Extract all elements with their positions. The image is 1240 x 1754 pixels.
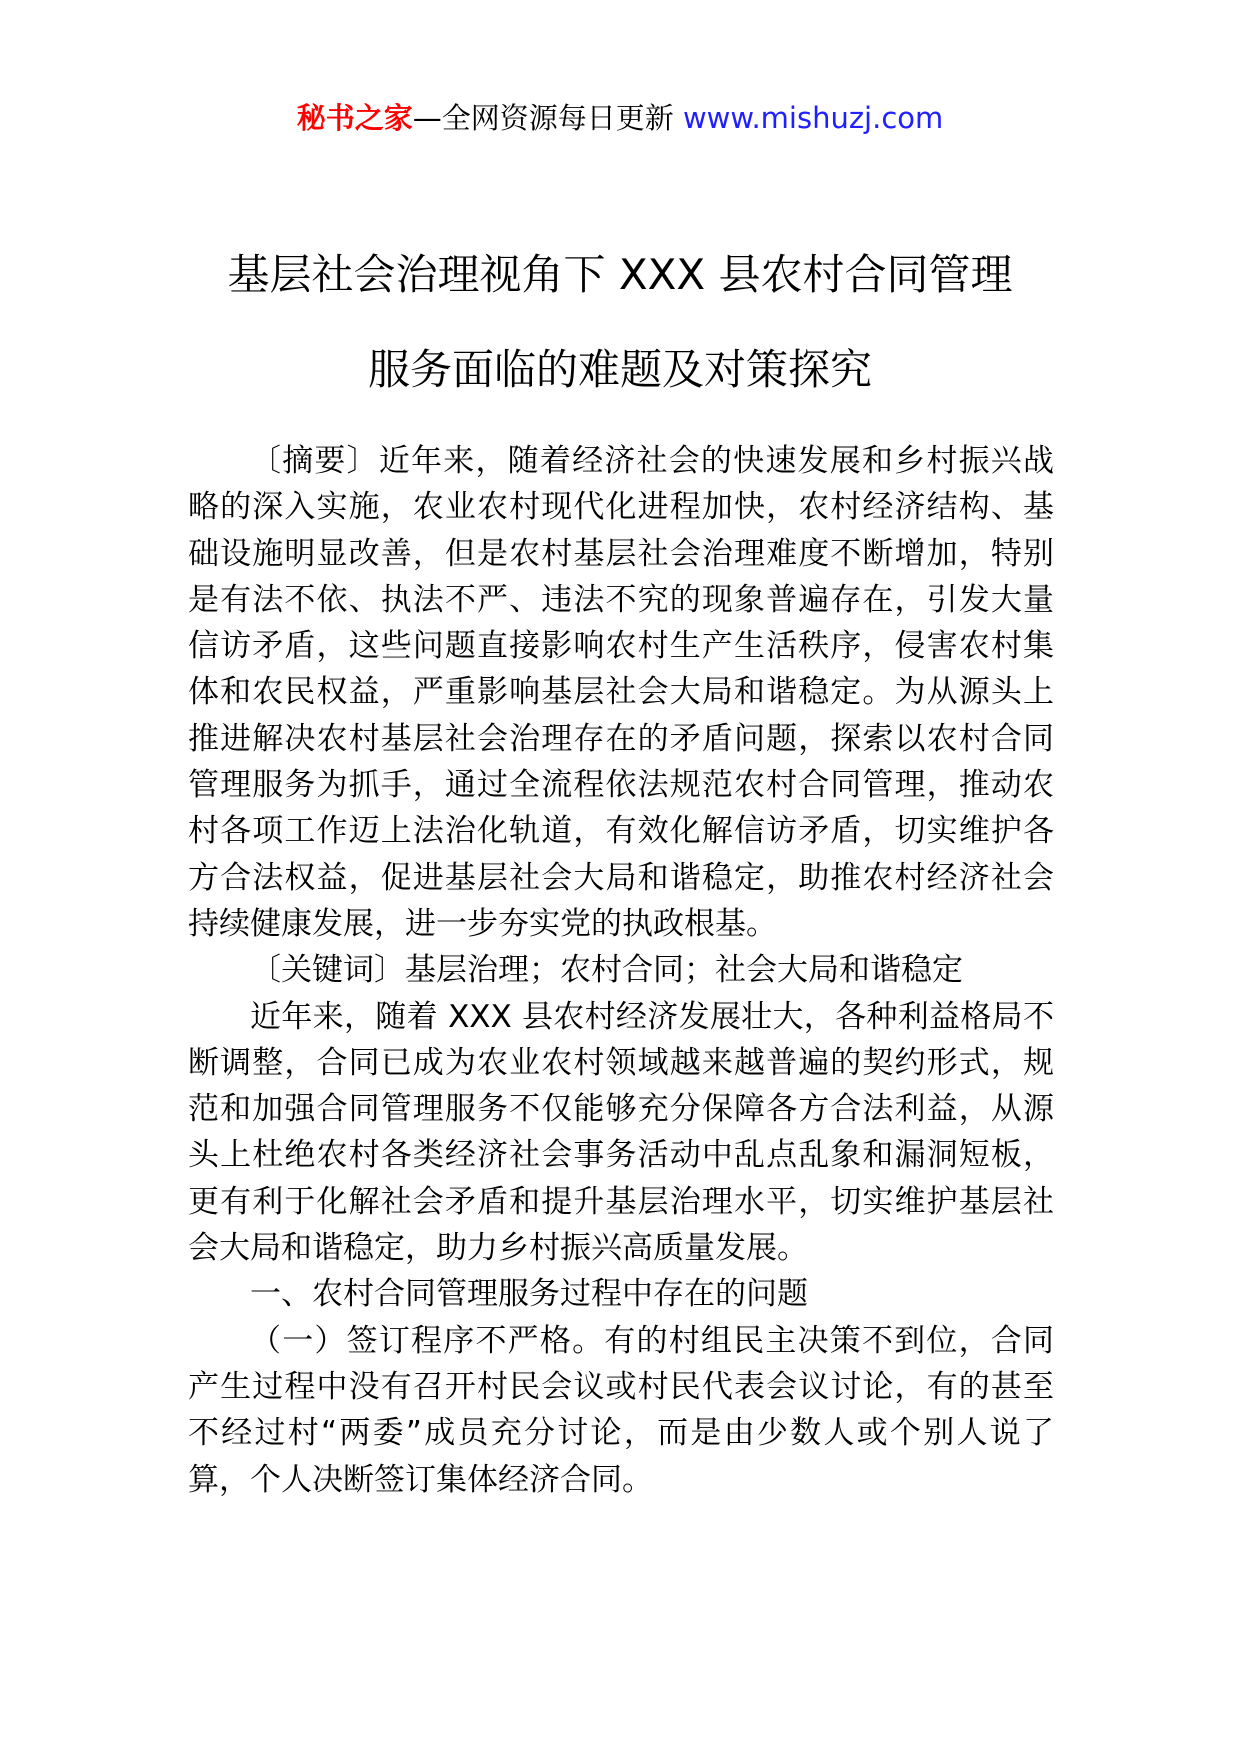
abstract-paragraph: 〔摘要〕近年来，随着经济社会的快速发展和乡村振兴战略的深入实施，农业农村现代化进程加快，农村经济结构、基础设施明显改善，但是农村基层社会治理难度不断增加，特别是有法不依、执法不严、违法不究的现象普遍存在，引发大量信访矛盾，这些问题直接影响农村生产生活秩序，侵害农村集体和农民权益，严重影响基层社会大局和谐稳定。为从源头上推进解决农村基层社会治理存在的矛盾问题，探索以农村合同管理服务为抓手，通过全流程依法规范农村合同管理，推动农村各项工作迈上法治化轨道，有效化解信访矛盾，切实维护各方合法权益，促进基层社会大局和谐稳定，助推农村经济社会持续健康发展，进一步夯实党的执政根基。 bbox=[188, 443, 1054, 942]
section-heading: 一、农村合同管理服务过程中存在的问题 bbox=[250, 1276, 808, 1313]
document-body bbox=[188, 438, 1054, 1503]
document-title bbox=[150, 227, 1090, 417]
site-tagline: —全网资源每日更新 bbox=[412, 101, 674, 135]
title-line-2: 服务面临的难题及对策探究 bbox=[367, 345, 872, 394]
site-header bbox=[0, 98, 1240, 138]
keywords-paragraph: 〔关键词〕基层治理；农村合同；社会大局和谐稳定 bbox=[250, 952, 963, 989]
site-brand: 秘书之家 bbox=[296, 101, 413, 135]
intro-paragraph: 近年来，随着 XXX 县农村经济发展壮大，各种利益格局不断调整，合同已成为农业农村领域越来越普遍的契约形式，规范和加强合同管理服务不仅能够充分保障各方合法利益，从源头上杜绝农村各类经济社会事务活动中乱点乱象和漏洞短板，更有利于化解社会矛盾和提升基层治理水平，切实维护基层社会大局和谐稳定，助力乡村振兴高质量发展。 bbox=[188, 998, 1054, 1267]
title-line-1: 基层社会治理视角下 XXX 县农村合同管理 bbox=[227, 250, 1013, 299]
site-url-link[interactable]: www.mishuzj.com bbox=[682, 101, 944, 135]
section-paragraph: （一）签订程序不严格。有的村组民主决策不到位，合同产生过程中没有召开村民会议或村民代表会议讨论，有的甚至不经过村“两委”成员充分讨论，而是由少数人或个别人说了算，个人决断签订集体经济合同。 bbox=[188, 1322, 1054, 1498]
